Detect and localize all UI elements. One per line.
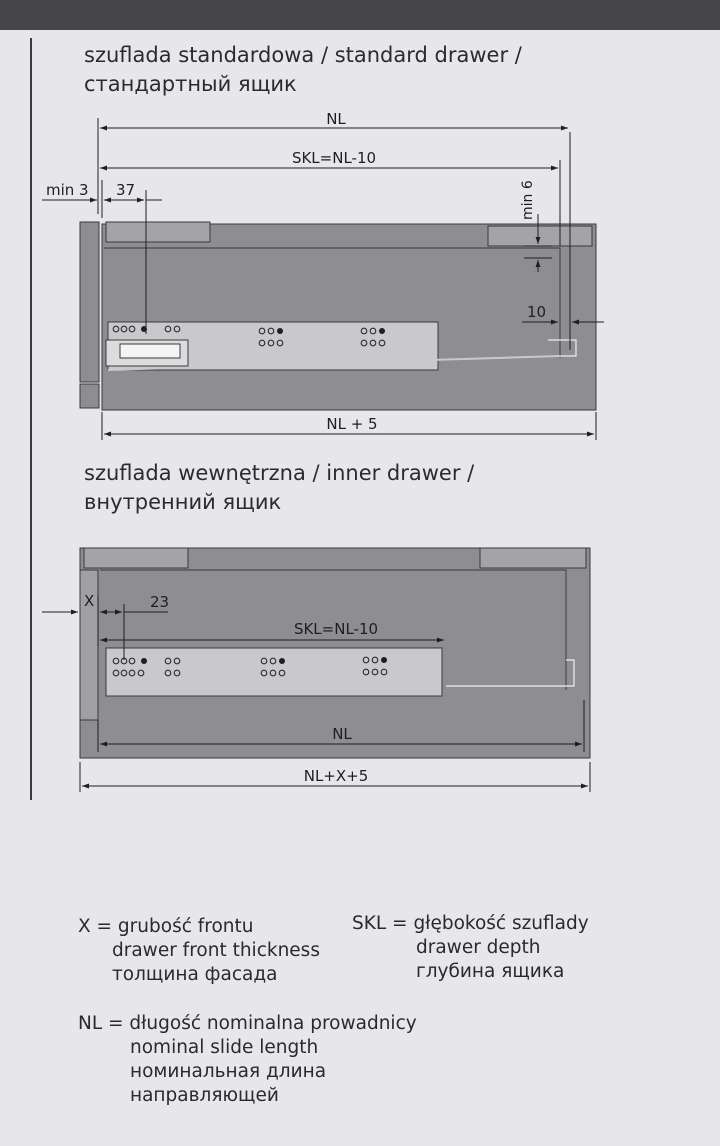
- inner-dim-nl-label: NL: [332, 725, 352, 743]
- top-notch-right: [488, 226, 592, 246]
- legend-skl-line3: глубина ящика: [416, 961, 565, 982]
- standard-title-ru: стандартный ящик: [84, 72, 297, 96]
- legend-nl-line3: номинальная длина: [130, 1061, 327, 1082]
- standard-title-pl: szuflada standardowa / standard drawer /: [84, 43, 522, 67]
- standard-drawer-diagram: [0, 0, 720, 450]
- dim-x-label: X: [84, 592, 95, 610]
- dim-min3-label: min 3: [46, 181, 89, 199]
- inner-slide-rail: [106, 648, 442, 696]
- top-notch-left: [106, 222, 210, 242]
- dim-10-label: 10: [527, 303, 547, 321]
- legend-skl-line1: SKL = głębokość szuflady: [352, 913, 589, 934]
- front-panel: [80, 222, 99, 382]
- legend-skl: [352, 912, 589, 984]
- legend-x-line1: X = grubość frontu: [78, 916, 254, 937]
- legend-x-line2: drawer front thickness: [112, 940, 320, 961]
- dim-nl5-label: NL + 5: [326, 415, 378, 433]
- dim-37-label: 37: [116, 181, 136, 199]
- inner-title-pl: szuflada wewnętrzna / inner drawer /: [84, 461, 475, 485]
- legend-nl-line1: NL = długość nominalna prowadnicy: [78, 1013, 417, 1034]
- legend-x: [78, 915, 320, 987]
- dim-nl-label: NL: [326, 110, 346, 128]
- cabinet-body: [102, 224, 596, 410]
- legend-nl-line2: nominal slide length: [130, 1037, 319, 1058]
- dim-23-label: 23: [150, 593, 170, 611]
- legend-x-line3: толщина фасада: [112, 964, 278, 985]
- legend-nl-line4: направляющей: [130, 1085, 279, 1106]
- inner-drawer-title: [84, 459, 474, 517]
- dim-nlx5-label: NL+X+5: [303, 767, 369, 785]
- dim-min6-label: min 6: [520, 180, 536, 220]
- legend-nl: [78, 1012, 417, 1108]
- front-panel-lower: [80, 384, 99, 408]
- dim-skl-label: SKL=NL-10: [291, 149, 377, 167]
- inner-drawer-diagram: [0, 530, 720, 800]
- inner-title-ru: внутренний ящик: [84, 490, 282, 514]
- legend-skl-line2: drawer depth: [416, 937, 541, 958]
- inner-dim-skl-label: SKL=NL-10: [293, 620, 379, 638]
